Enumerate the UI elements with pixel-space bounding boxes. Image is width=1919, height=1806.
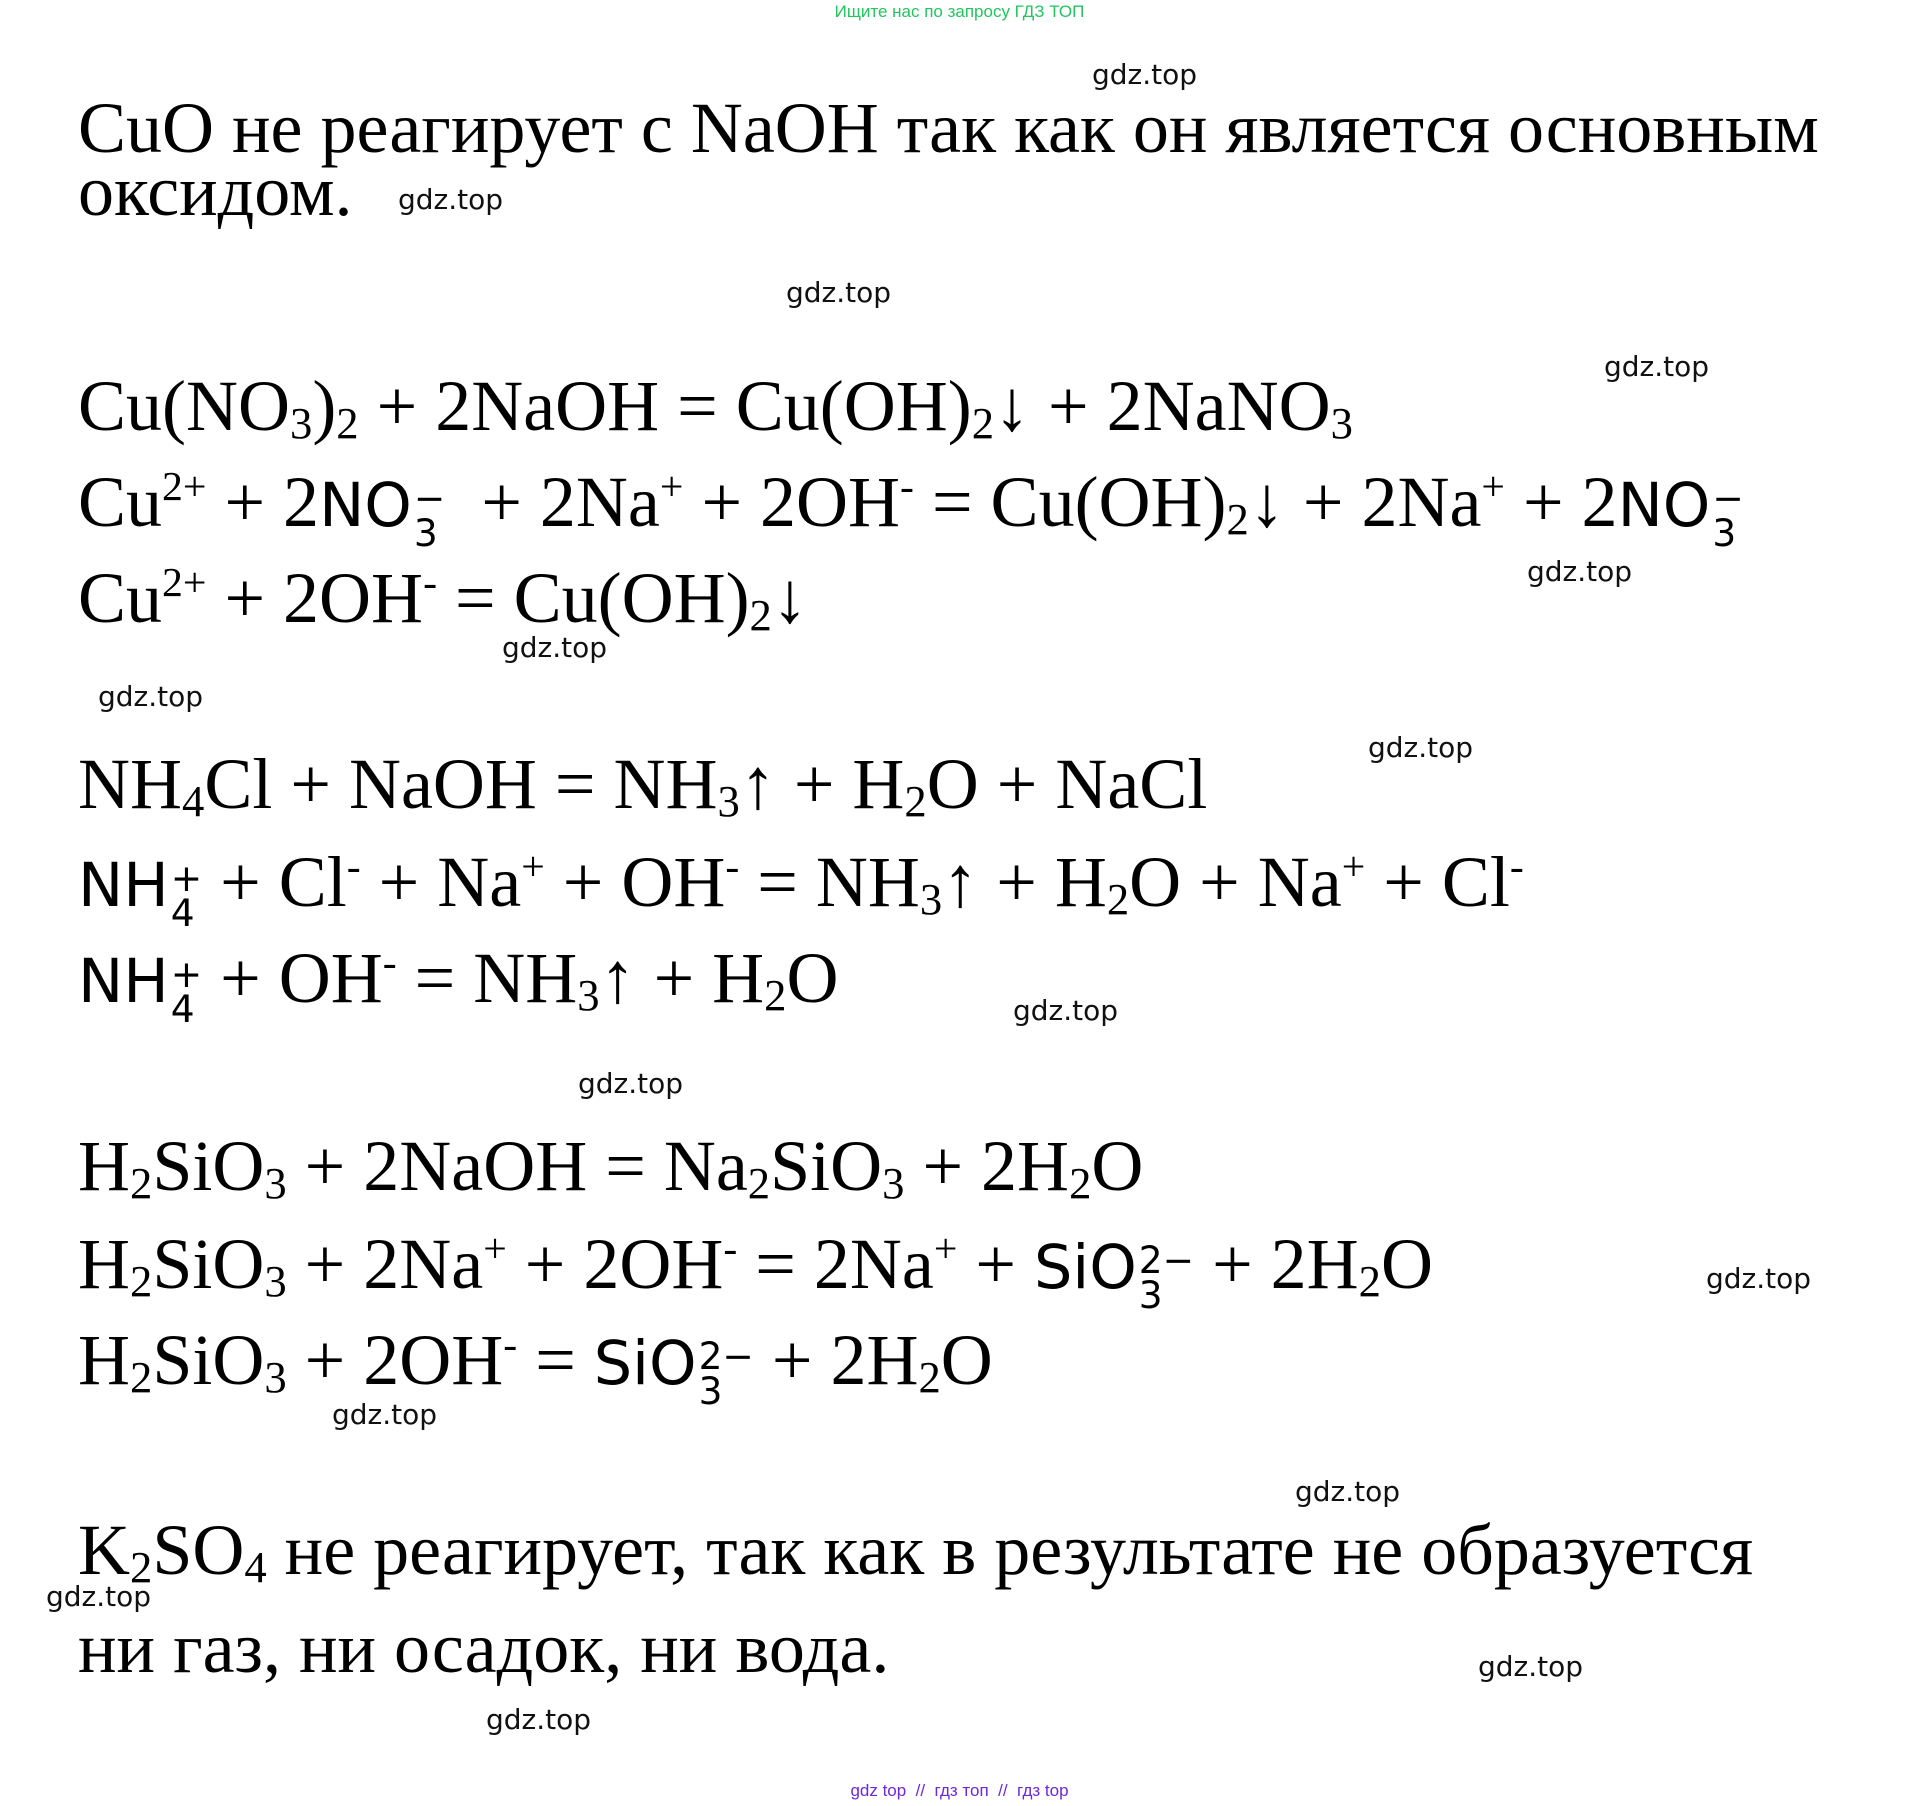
intro-line-1: CuO не реагирует с NaOH так как он является основным: [78, 88, 1819, 168]
watermark: gdz.top: [578, 1067, 684, 1100]
silicic-equation-molecular: $H_2SiO_3$ + 2NaOH = $Na_2SiO_3 + 2H_2O$: [78, 1126, 1144, 1209]
silicate-ion: SiO 2− 3: [593, 1329, 754, 1414]
nitrate-ion: NO − 3: [1617, 471, 1744, 556]
ammonium-ion: NH + 4: [78, 851, 203, 936]
watermark: gdz.top: [502, 631, 608, 664]
nh4-equation-short-ionic: NH + 4 + $OH^- = NH_3↑ + H_2O$: [78, 938, 839, 1032]
watermark: gdz.top: [786, 276, 892, 309]
watermark: gdz.top: [1527, 555, 1633, 588]
watermark: gdz.top: [1478, 1650, 1584, 1683]
nh4-equation-molecular: $NH_4Cl$ + NaOH = $NH_3↑ + H_2O$ + NaCl: [78, 744, 1208, 827]
watermark: gdz.top: [46, 1580, 152, 1613]
cu-equation-short-ionic: $Cu^{2+} + 2OH^-$ = $Cu(OH)_2↓$: [78, 558, 808, 641]
silicic-equation-full-ionic: $H_2SiO_3 + 2Na^+ + 2OH^- = 2Na^+$ + SiO 2− 3 + $2H_2O$: [78, 1224, 1433, 1318]
silicate-ion: SiO 2− 3: [1034, 1233, 1195, 1318]
top-banner: Ищите нас по запросу ГДЗ ТОП: [834, 2, 1085, 21]
nitrate-ion: NO − 3: [319, 471, 446, 556]
watermark: gdz.top: [398, 183, 504, 216]
watermark: gdz.top: [1013, 994, 1119, 1027]
watermark: gdz.top: [1092, 58, 1198, 91]
watermark: gdz.top: [1295, 1475, 1401, 1508]
cu-equation-full-ionic: $Cu^{2+} + 2NO$ − 3 + $2Na^+ + 2OH^- = Cu(OH)_2↓ + 2Na^+ + 2NO$ − 3: [78, 462, 1744, 556]
intro-line-2: оксидом.: [78, 151, 353, 231]
watermark: gdz.top: [1368, 731, 1474, 764]
outro-line-1: $K_2SO_4$ не реагирует, так как в результате не образуется: [78, 1510, 1754, 1593]
outro-line-2: ни газ, ни осадок, ни вода.: [78, 1608, 890, 1688]
watermark: gdz.top: [486, 1703, 592, 1736]
bottom-banner: gdz top // гдз топ // гдз top: [850, 1781, 1069, 1800]
ammonium-ion: NH + 4: [78, 947, 203, 1032]
nh4-equation-full-ionic: NH + 4 + $Cl^- + Na^+ + OH^- = NH_3↑ + H_2O + Na^+ + Cl^-$: [78, 842, 1524, 936]
watermark: gdz.top: [1706, 1262, 1812, 1295]
cu-equation-molecular: $Cu(NO_3)_2$ + 2NaOH = $Cu(OH)_2↓$ + 2NaNO$_3$: [78, 366, 1353, 449]
watermark: gdz.top: [332, 1398, 438, 1431]
watermark: gdz.top: [1604, 350, 1710, 383]
silicic-equation-short-ionic: $H_2SiO_3 + 2OH^-$ = SiO 2− 3 + $2H_2O$: [78, 1320, 993, 1414]
watermark: gdz.top: [98, 680, 204, 713]
